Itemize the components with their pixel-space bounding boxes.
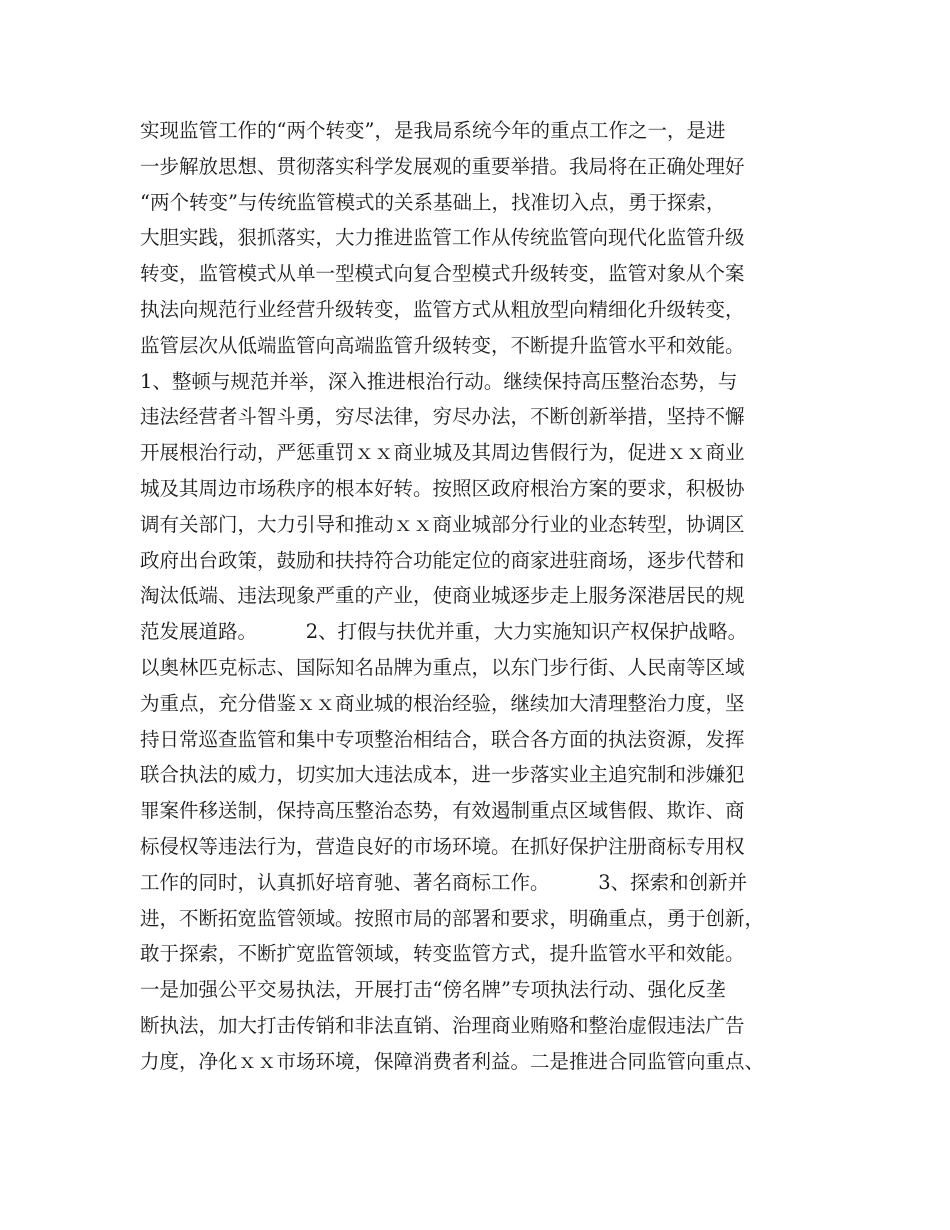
text-line: 为重点，充分借鉴ｘｘ商业城的根治经验，继续加大清理整治力度，坚 [140,691,745,715]
text-line: “两个转变”与传统监管模式的关系基础上，找准切入点，勇于探索， [140,190,726,214]
text-line: 监管层次从低端监管向高端监管升级转变，不断提升监管水平和效能。 [140,333,745,357]
text-line: 政府出台政策，鼓励和扶持符合功能定位的商家进驻商场，逐步代替和 [140,548,745,572]
text-line: 罪案件移送制，保持高压整治态势，有效遏制重点区域售假、欺诈、商 [140,799,745,823]
text-line: 执法向规范行业经营升级转变，监管方式从粗放型向精细化升级转变， [140,297,745,321]
text-line: 以奥林匹克标志、国际知名品牌为重点，以东门步行街、人民南等区域 [140,655,745,679]
text-line: 大胆实践，狠抓落实，大力推进监管工作从传统监管向现代化监管升级 [140,226,745,250]
text-line: 转变，监管模式从单一型模式向复合型模式升级转变，监管对象从个案 [140,262,745,286]
text-line: 开展根治行动，严惩重罚ｘｘ商业城及其周边售假行为，促进ｘｘ商业 [140,441,745,465]
text-line: 实现监管工作的“两个转变”，是我局系统今年的重点工作之一，是进 [140,119,726,142]
text-line: 力度，净化ｘｘ市场环境，保障消费者利益。二是推进合同监管向重点、 [140,1049,765,1073]
text-line: 城及其周边市场秩序的根本好转。按照区政府根治方案的要求，积极协 [140,476,745,500]
text-line: 工作的同时，认真抓好培育驰、著名商标工作。 3、探索和创新并 [140,870,748,894]
text-line: 持日常巡查监管和集中专项整治相结合，联合各方面的执法资源，发挥 [140,727,745,751]
text-line: 敢于探索，不断扩宽监管领域，转变监管方式，提升监管水平和效能。 [140,942,745,966]
text-line: 标侵权等违法行为，营造良好的市场环境。在抓好保护注册商标专用权 [140,834,745,858]
text-line: 联合执法的威力，切实加大违法成本，进一步落实业主追究制和涉嫌犯 [140,763,745,787]
text-line: 进，不断拓宽监管领域。按照市局的部署和要求，明确重点，勇于创新， [140,906,765,930]
text-line: 断执法，加大打击传销和非法直销、治理商业贿赂和整治虚假违法广告 [140,1013,745,1037]
text-line: 违法经营者斗智斗勇，穷尽法律，穷尽办法，不断创新举措，坚持不懈 [140,405,745,429]
text-line: 1、整顿与规范并举，深入推进根治行动。继续保持高压整治态势，与 [140,369,738,393]
text-line: 一步解放思想、贯彻落实科学发展观的重要举措。我局将在正确处理好 [140,154,745,178]
text-line: 一是加强公平交易执法，开展打击“傍名牌”专项执法行动、强化反垄 [140,978,726,1002]
body-text [140,113,840,1080]
text-line: 调有关部门，大力引导和推动ｘｘ商业城部分行业的业态转型，协调区 [140,512,745,536]
text-line: 范发展道路。 2、打假与扶优并重，大力实施知识产权保护战略。 [140,620,748,644]
text-line: 淘汰低端、违法现象严重的产业，使商业城逐步走上服务深港居民的规 [140,584,745,608]
